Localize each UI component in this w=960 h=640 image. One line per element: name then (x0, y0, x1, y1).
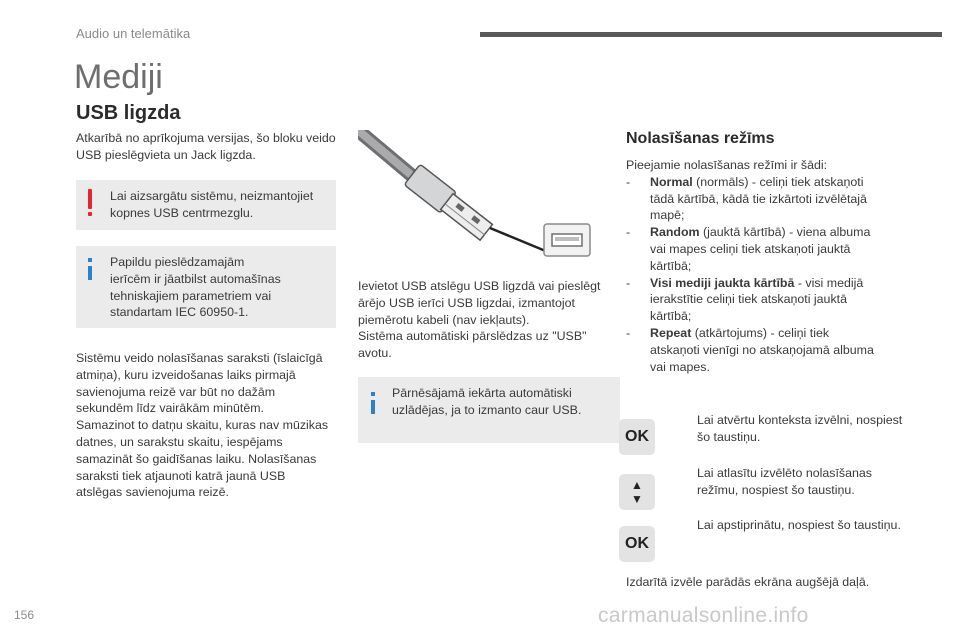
info-icon (371, 400, 375, 414)
body-line: samazināt šo gaidīšanas laiku. Nolasīšanas (76, 451, 317, 466)
usb-plug-illustration (358, 130, 598, 260)
usb-socket (544, 224, 590, 256)
mode-item-random: - Random (jauktā kārtībā) - viena albuma vai mapes celiņi tiek atskaņoti jauktā kārtībā; (626, 225, 871, 273)
usb-plug (404, 164, 494, 242)
intro-line: USB pieslēgvieta un Jack ligzda. (76, 147, 256, 162)
ok-label: OK (625, 535, 649, 552)
ok-button (619, 419, 655, 455)
header-bar (480, 32, 942, 37)
step-confirm: Lai apstiprinātu, nospiest šo taustiņu. (697, 518, 901, 532)
body-line: atslēgas savienojuma reizē. (76, 485, 229, 500)
pointer-line (490, 228, 548, 252)
info-icon-dot (88, 258, 92, 262)
mode-item-normal: - Normal (normāls) - celiņi tiek atskaņoti tādā kārtībā, kādā tie izkārtoti izvēlētajā mapē; (626, 174, 867, 223)
info-icon-dot (371, 392, 375, 396)
mode-item-repeat: - Repeat (atkārtojums) - celiņi tiek atskaņoti vienīgi no atskaņojamā albuma vai mapes. (626, 325, 874, 374)
footer-note: Izdarītā izvēle parādās ekrāna augšējā daļā. (626, 575, 870, 589)
body-line: Sistēmu veido nolasīšanas saraksti (īslaicīgā (76, 351, 323, 365)
instruction-line: Sistēma automātiski pārslēdzas uz "USB" (358, 329, 587, 344)
info-line: ierīcēm ir jāatbilst automašīnas (110, 271, 281, 286)
info-icon (88, 266, 92, 280)
page-number: 156 (14, 608, 35, 622)
mode-item-random-all: - Visi mediji jaukta kārtībā - visi medijā ierakstītie celiņi tiek atskaņoti jauktā kārtībā; (626, 275, 864, 324)
up-down-button (619, 474, 655, 510)
warning-icon (88, 189, 92, 209)
intro-line: Atkarībā no aprīkojuma versijas, šo bloku veido (76, 131, 336, 145)
instruction-line: piemērotu kabeli (nav iekļauts). (358, 312, 530, 327)
info-note (76, 246, 336, 328)
playback-modes (626, 157, 926, 375)
playback-mode-title: Nolasīšanas režīms (626, 130, 775, 147)
modes-intro: Pieejamie nolasīšanas režīmi ir šādi: (626, 158, 828, 172)
instruction-line: Ievietot USB atslēgu USB ligzdā vai pieslēgt (358, 279, 601, 293)
intro-paragraph (76, 130, 346, 164)
warning-line: Lai aizsargātu sistēmu, neizmantojiet (110, 189, 314, 203)
playlist-paragraph (76, 350, 346, 501)
ok-label: OK (625, 428, 649, 445)
info-line: tehniskajiem parametriem vai (110, 288, 272, 303)
insert-usb-paragraph (358, 278, 620, 362)
section-title: USB ligzda (76, 102, 181, 124)
instruction-line: avotu. (358, 346, 392, 361)
body-line: atmiņa), kuru izveidošanas laiks pirmajā (76, 367, 296, 382)
info-line: uzlādējas, ja to izmanto caur USB. (392, 402, 582, 417)
instruction-line: ārējo USB ierīci USB ligzdai, izmantojot (358, 295, 575, 310)
body-line: saraksti tiek atjaunoti katrā jaunā USB (76, 468, 286, 483)
body-line: savienojuma reizē var būt no dažām (76, 384, 276, 399)
step-open-menu: Lai atvērtu konteksta izvēlni, nospiest šo taustiņu. (697, 413, 903, 444)
page-title: Mediji (74, 58, 163, 96)
warning-icon-dot (88, 212, 92, 216)
usb-cable-highlight (360, 132, 410, 174)
arrow-up-icon: ▲ (631, 478, 643, 492)
ok-confirm-button (619, 526, 655, 562)
watermark: carmanualsonline.info (598, 604, 809, 627)
warning-line: kopnes USB centrmezglu. (110, 205, 254, 220)
info-line: standartam IEC 60950-1. (110, 305, 249, 320)
info-line: Pārnēsājamā iekārta automātiski (392, 386, 572, 400)
body-line: Samazinot to datņu skaitu, kuras nav mūzikas (76, 418, 329, 433)
charging-info-note (358, 377, 620, 443)
body-line: datnes, un sarakstu skaitu, iespējams (76, 434, 283, 449)
arrow-down-icon: ▼ (631, 492, 643, 506)
step-select-mode: Lai atlasītu izvēlēto nolasīšanas režīmu, nospiest šo taustiņu. (697, 466, 872, 497)
info-line: Papildu pieslēdzamajām (110, 255, 245, 269)
body-line: sekundēm līdz vairākām minūtēm. (76, 401, 264, 416)
header-section-label: Audio un telemātika (76, 26, 191, 41)
warning-note (76, 180, 336, 230)
